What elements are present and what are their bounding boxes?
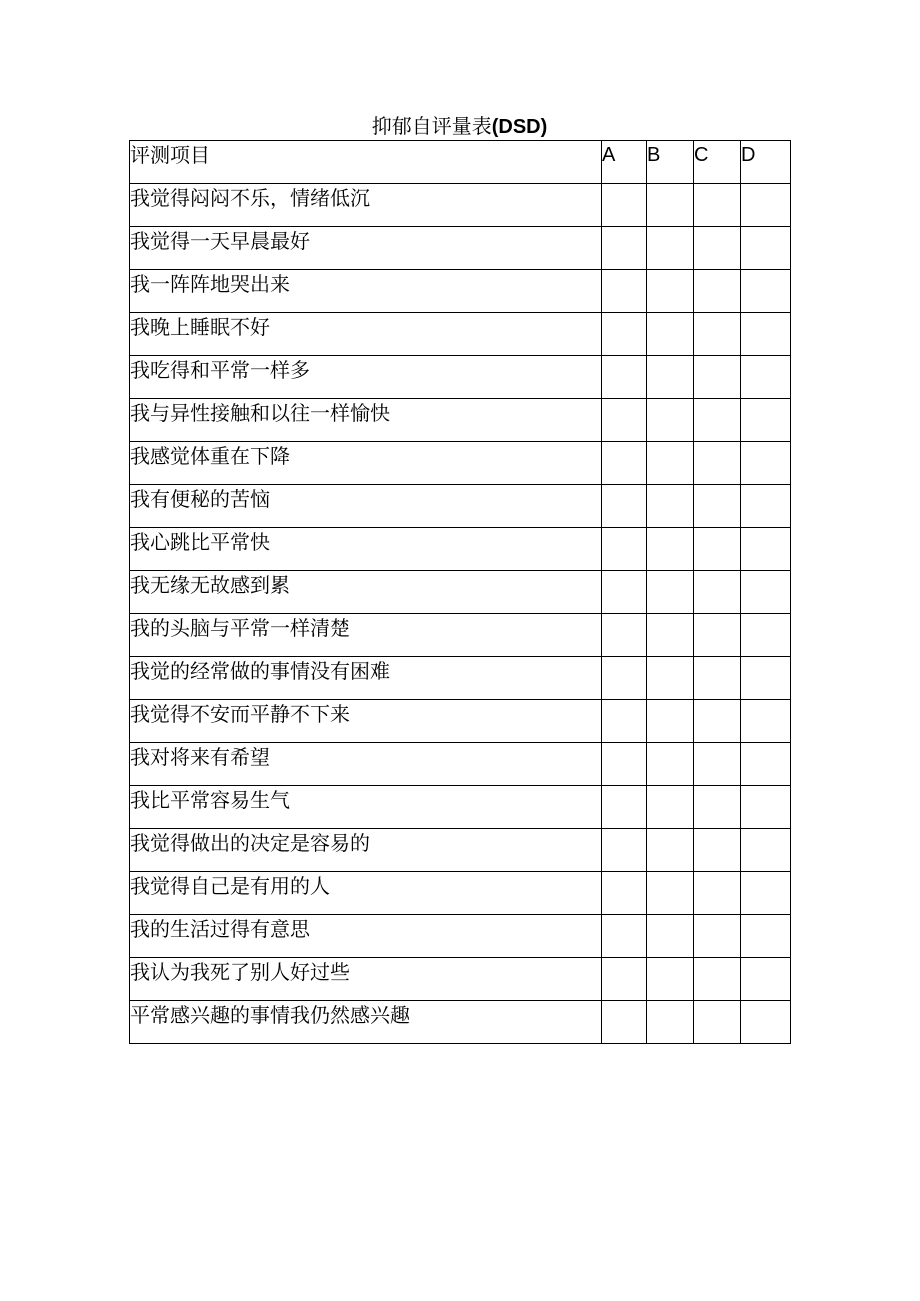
option-b-cell[interactable]: [647, 700, 694, 743]
option-d-cell[interactable]: [741, 528, 791, 571]
item-text: 我的生活过得有意思: [130, 915, 602, 958]
option-d-cell[interactable]: [741, 270, 791, 313]
option-a-cell[interactable]: [602, 399, 647, 442]
option-b-cell[interactable]: [647, 485, 694, 528]
item-text: 我吃得和平常一样多: [130, 356, 602, 399]
option-c-cell[interactable]: [694, 657, 741, 700]
table-row: [130, 657, 791, 700]
header-option-a: A: [602, 141, 647, 184]
item-text: 我对将来有希望: [130, 743, 602, 786]
option-a-cell[interactable]: [602, 1001, 647, 1044]
option-a-cell[interactable]: [602, 184, 647, 227]
option-c-cell[interactable]: [694, 872, 741, 915]
option-a-cell[interactable]: [602, 829, 647, 872]
option-d-cell[interactable]: [741, 442, 791, 485]
option-b-cell[interactable]: [647, 829, 694, 872]
title-cjk: 抑郁自评量表: [371, 114, 492, 138]
option-a-cell[interactable]: [602, 743, 647, 786]
table-row: [130, 356, 791, 399]
option-d-cell[interactable]: [741, 313, 791, 356]
option-b-cell[interactable]: [647, 313, 694, 356]
document-title: [129, 112, 790, 141]
item-text: 我觉的经常做的事情没有困难: [130, 657, 602, 700]
option-c-cell[interactable]: [694, 313, 741, 356]
table-row: [130, 786, 791, 829]
option-d-cell[interactable]: [741, 829, 791, 872]
option-d-cell[interactable]: [741, 915, 791, 958]
option-d-cell[interactable]: [741, 657, 791, 700]
table-row: [130, 442, 791, 485]
header-option-b: B: [647, 141, 694, 184]
option-d-cell[interactable]: [741, 227, 791, 270]
option-a-cell[interactable]: [602, 915, 647, 958]
option-a-cell[interactable]: [602, 313, 647, 356]
item-text: 我感觉体重在下降: [130, 442, 602, 485]
option-d-cell[interactable]: [741, 958, 791, 1001]
item-text: 我觉得做出的决定是容易的: [130, 829, 602, 872]
table-row: [130, 743, 791, 786]
option-d-cell[interactable]: [741, 872, 791, 915]
option-a-cell[interactable]: [602, 442, 647, 485]
option-a-cell[interactable]: [602, 356, 647, 399]
header-item-label: 评测项目: [130, 141, 602, 184]
option-a-cell[interactable]: [602, 614, 647, 657]
header-option-d: D: [741, 141, 791, 184]
option-d-cell[interactable]: [741, 786, 791, 829]
option-d-cell[interactable]: [741, 571, 791, 614]
option-b-cell[interactable]: [647, 872, 694, 915]
item-text: 我觉得一天早晨最好: [130, 227, 602, 270]
option-c-cell[interactable]: [694, 958, 741, 1001]
item-text: 我比平常容易生气: [130, 786, 602, 829]
table-row: [130, 313, 791, 356]
option-b-cell[interactable]: [647, 743, 694, 786]
item-text: 我与异性接触和以往一样愉快: [130, 399, 602, 442]
option-d-cell[interactable]: [741, 1001, 791, 1044]
table-row: [130, 872, 791, 915]
item-text: 我心跳比平常快: [130, 528, 602, 571]
option-b-cell[interactable]: [647, 915, 694, 958]
header-option-c: C: [694, 141, 741, 184]
option-d-cell[interactable]: [741, 700, 791, 743]
option-c-cell[interactable]: [694, 485, 741, 528]
option-c-cell[interactable]: [694, 614, 741, 657]
item-text: 我一阵阵地哭出来: [130, 270, 602, 313]
header-row: [130, 141, 791, 184]
item-text: 我认为我死了别人好过些: [130, 958, 602, 1001]
table-row: [130, 227, 791, 270]
option-d-cell[interactable]: [741, 743, 791, 786]
option-c-cell[interactable]: [694, 442, 741, 485]
option-b-cell[interactable]: [647, 399, 694, 442]
option-c-cell[interactable]: [694, 184, 741, 227]
item-text: 我觉得不安而平静不下来: [130, 700, 602, 743]
option-a-cell[interactable]: [602, 657, 647, 700]
option-c-cell[interactable]: [694, 786, 741, 829]
option-d-cell[interactable]: [741, 184, 791, 227]
assessment-table-body: [130, 141, 791, 1044]
option-b-cell[interactable]: [647, 184, 694, 227]
option-a-cell[interactable]: [602, 227, 647, 270]
title-abbreviation: (DSD): [491, 116, 548, 138]
table-row: [130, 700, 791, 743]
option-c-cell[interactable]: [694, 528, 741, 571]
table-row: [130, 571, 791, 614]
table-row: [130, 1001, 791, 1044]
table-row: [130, 485, 791, 528]
option-b-cell[interactable]: [647, 356, 694, 399]
option-b-cell[interactable]: [647, 614, 694, 657]
option-a-cell[interactable]: [602, 786, 647, 829]
table-row: [130, 399, 791, 442]
table-row: [130, 528, 791, 571]
option-b-cell[interactable]: [647, 227, 694, 270]
item-text: 我无缘无故感到累: [130, 571, 602, 614]
option-b-cell[interactable]: [647, 270, 694, 313]
option-c-cell[interactable]: [694, 399, 741, 442]
option-a-cell[interactable]: [602, 872, 647, 915]
option-a-cell[interactable]: [602, 958, 647, 1001]
option-b-cell[interactable]: [647, 657, 694, 700]
option-b-cell[interactable]: [647, 528, 694, 571]
assessment-table: [129, 140, 791, 1044]
option-c-cell[interactable]: [694, 270, 741, 313]
option-b-cell[interactable]: [647, 571, 694, 614]
option-c-cell[interactable]: [694, 356, 741, 399]
option-c-cell[interactable]: [694, 743, 741, 786]
option-a-cell[interactable]: [602, 571, 647, 614]
option-b-cell[interactable]: [647, 786, 694, 829]
option-d-cell[interactable]: [741, 485, 791, 528]
item-text: 我晚上睡眠不好: [130, 313, 602, 356]
table-row: [130, 614, 791, 657]
table-row: [130, 270, 791, 313]
option-b-cell[interactable]: [647, 442, 694, 485]
option-c-cell[interactable]: [694, 829, 741, 872]
option-a-cell[interactable]: [602, 270, 647, 313]
item-text: 我觉得自己是有用的人: [130, 872, 602, 915]
option-b-cell[interactable]: [647, 958, 694, 1001]
item-text: 我的头脑与平常一样清楚: [130, 614, 602, 657]
option-d-cell[interactable]: [741, 614, 791, 657]
option-a-cell[interactable]: [602, 485, 647, 528]
option-a-cell[interactable]: [602, 528, 647, 571]
option-c-cell[interactable]: [694, 700, 741, 743]
option-d-cell[interactable]: [741, 399, 791, 442]
option-c-cell[interactable]: [694, 1001, 741, 1044]
option-c-cell[interactable]: [694, 915, 741, 958]
table-row: [130, 184, 791, 227]
table-row: [130, 958, 791, 1001]
item-text: 平常感兴趣的事情我仍然感兴趣: [130, 1001, 602, 1044]
option-d-cell[interactable]: [741, 356, 791, 399]
option-a-cell[interactable]: [602, 700, 647, 743]
option-b-cell[interactable]: [647, 1001, 694, 1044]
table-row: [130, 915, 791, 958]
option-c-cell[interactable]: [694, 571, 741, 614]
item-text: 我有便秘的苦恼: [130, 485, 602, 528]
option-c-cell[interactable]: [694, 227, 741, 270]
table-row: [130, 829, 791, 872]
item-text: 我觉得闷闷不乐，情绪低沉: [130, 184, 602, 227]
